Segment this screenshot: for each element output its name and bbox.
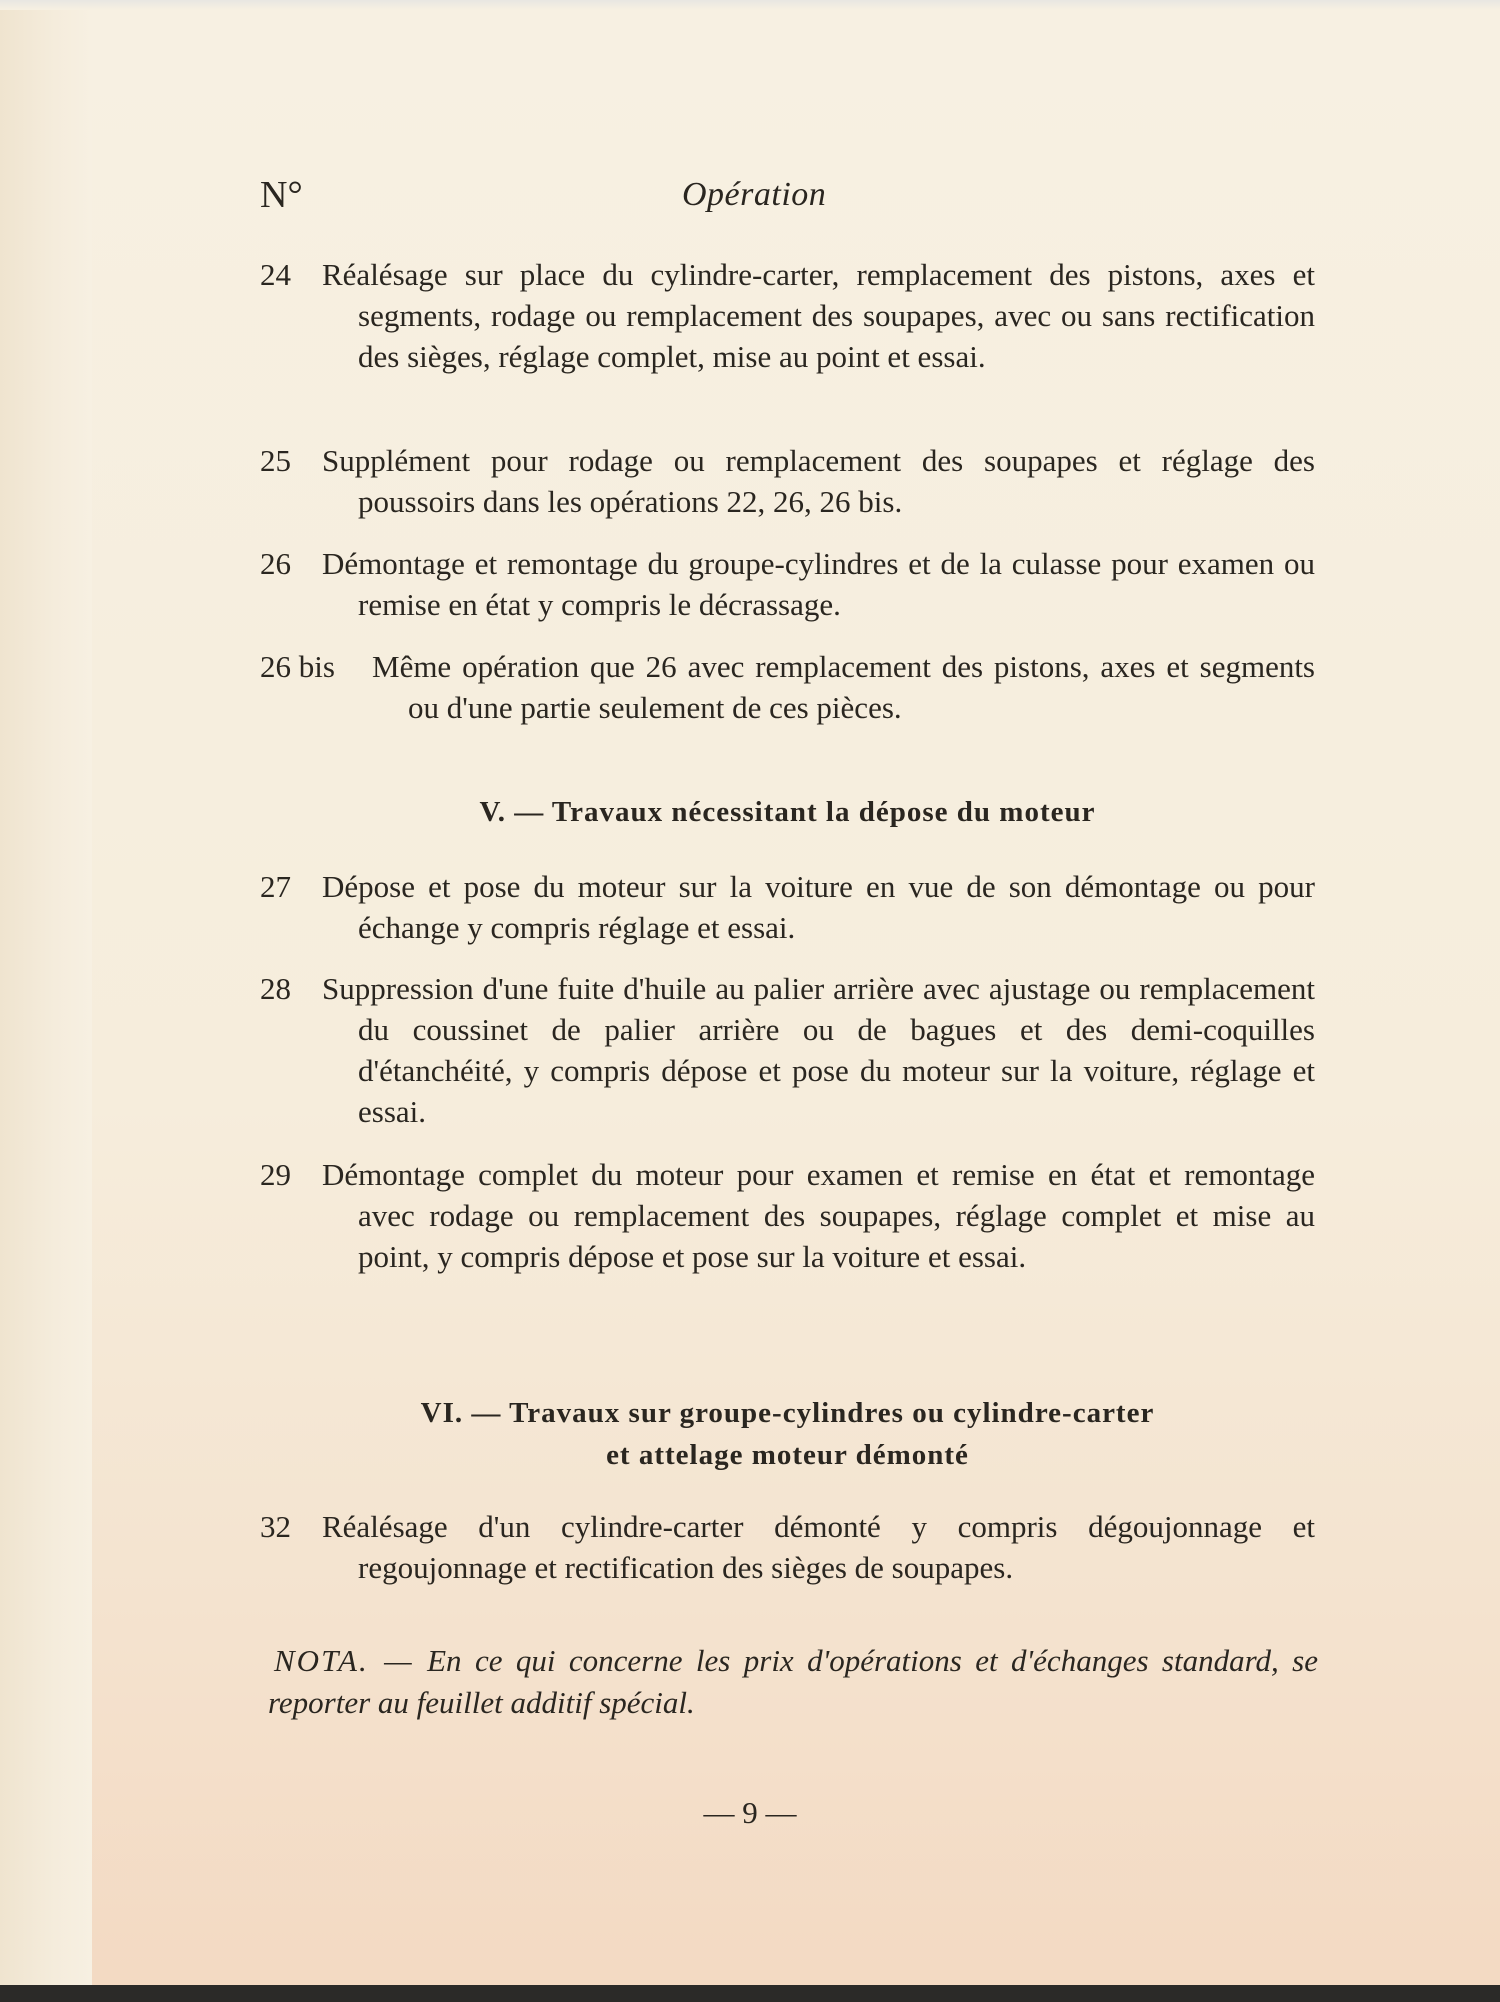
- entry-number: 27: [260, 869, 291, 904]
- entry-number: 26: [260, 546, 291, 581]
- entry-24: [260, 254, 1315, 377]
- section-heading-v: V. — Travaux nécessitant la dépose du moteur: [479, 796, 1096, 828]
- entry-25: [260, 440, 1315, 522]
- entry-text: Suppression d'une fuite d'huile au palier arrière avec ajustage ou remplacement du coussinet de palier arrière ou de bagues et des demi-coquilles d'étanchéité, y compris dépose et pose du moteur sur la voiture, réglage et essai.: [322, 971, 1315, 1129]
- page-gutter: [0, 0, 92, 2002]
- nota-text: En ce qui concerne les prix d'opérations et d'échanges standard, se reporter au feuillet additif spécial.: [268, 1643, 1318, 1720]
- nota-paragraph: [268, 1640, 1318, 1724]
- entry-27: [260, 866, 1315, 948]
- entry-text: Dépose et pose du moteur sur la voiture en vue de son démontage ou pour échange y compris réglage et essai.: [322, 869, 1315, 945]
- entry-number: 32: [260, 1509, 291, 1544]
- entry-text: Même opération que 26 avec remplacement des pistons, axes et segments ou d'une partie seulement de ces pièces.: [372, 649, 1315, 725]
- entry-number: 29: [260, 1157, 291, 1192]
- entry-number: 25: [260, 443, 291, 478]
- entry-32: [260, 1506, 1315, 1588]
- entry-number: 24: [260, 257, 291, 292]
- page-top-edge: [0, 0, 1500, 10]
- section-heading-vi-line1: VI. — Travaux sur groupe-cylindres ou cylindre-carter: [420, 1397, 1155, 1429]
- column-header-operation: Opération: [682, 176, 827, 213]
- entry-text: Réalésage sur place du cylindre-carter, remplacement des pistons, axes et segments, rodage ou remplacement des soupapes, avec ou sans rectification des sièges, réglage complet, mise au point et essai.: [322, 257, 1315, 374]
- entry-26-bis: [260, 646, 1315, 728]
- nota-label: NOTA. —: [274, 1643, 414, 1678]
- entry-29: [260, 1154, 1315, 1277]
- entry-number: 26 bis: [260, 649, 335, 684]
- entry-text: Réalésage d'un cylindre-carter démonté y compris dégoujonnage et regoujonnage et rectification des sièges de soupapes.: [322, 1509, 1315, 1585]
- entry-text: Démontage et remontage du groupe-cylindres et de la culasse pour examen ou remise en état y compris le décrassage.: [322, 546, 1315, 622]
- entry-number: 28: [260, 971, 291, 1006]
- entry-text: Supplément pour rodage ou remplacement des soupapes et réglage des poussoirs dans les opérations 22, 26, 26 bis.: [322, 443, 1315, 519]
- entry-text: Démontage complet du moteur pour examen et remise en état et remontage avec rodage ou remplacement des soupapes, réglage complet et mise au point, y compris dépose et pose sur la voiture et essai.: [322, 1157, 1315, 1274]
- column-header-number: N°: [260, 174, 303, 216]
- section-heading-vi: [260, 1392, 1315, 1476]
- section-heading-vi-line2: et attelage moteur démonté: [606, 1439, 969, 1471]
- page-number: — 9 —: [703, 1795, 797, 1830]
- page-bottom-edge: [0, 1985, 1500, 2002]
- entry-28: [260, 968, 1315, 1132]
- entry-26: [260, 543, 1315, 625]
